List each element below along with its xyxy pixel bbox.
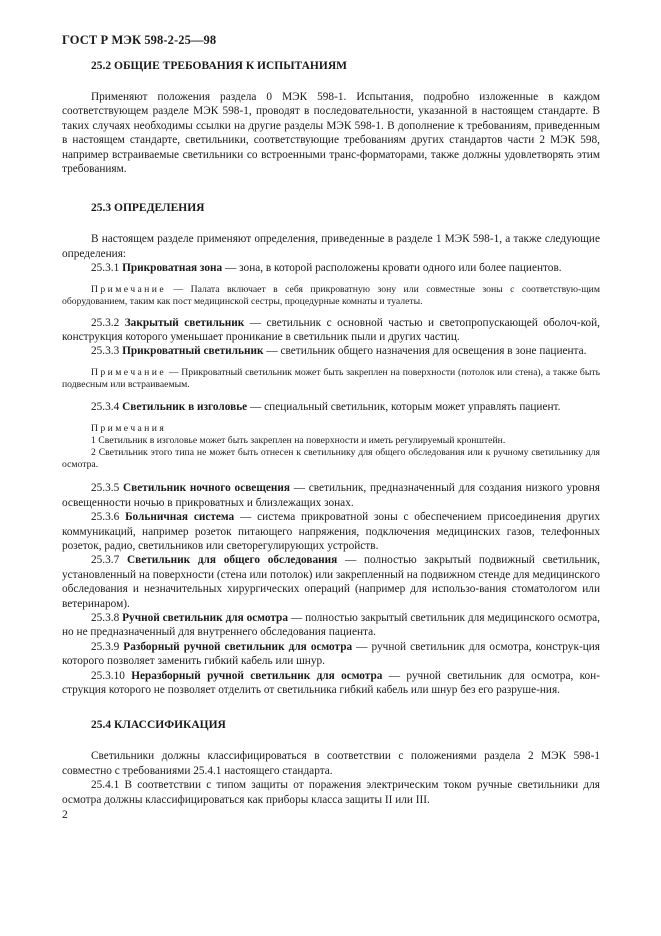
paragraph: В настоящем разделе применяют определения, приведенные в разделе 1 МЭК 598-1, а также следующие определения: xyxy=(62,233,600,260)
def-num: 25.3.10 xyxy=(91,669,125,682)
note-label: Примечания xyxy=(91,423,167,435)
def-text: — система прикроватной зоны с обеспечением присоединения других коммуникаций, например розеток питающего напряжения, подключения медицинских газов, телефонных розеток, радио, светильников или светорегулирующих устройств. xyxy=(62,511,600,552)
definition-25-3-5 xyxy=(62,481,600,510)
paragraph: 25.4.1 В соответствии с типом защиты от поражения электрическим током ручные светильники для осмотра должны классифицироваться как приборы класса защиты II или III. xyxy=(62,779,600,806)
def-text: — зона, в которой расположены кровати одного или более пациентов. xyxy=(222,262,562,275)
paragraph: Применяют положения раздела 0 МЭК 598-1. Испытания, подробно изложенные в каждом соответствующем разделе МЭК 598-1, проводят в последовательности, указанной в настоящем стандарте. В таких случаях необходимы ссылки на другие разделы МЭК 598-1. В дополнение к требованиям, приведенным в настоящем стандарте, светильники, соответствующие требованиям других стандартов части 2 МЭК 598, например встраиваемые светильники со встроенными транс-форматорами, также должны удовлетворять этим требованиям. xyxy=(62,91,600,176)
note-text: — Палата включает в себя прикроватную зону или совместные зоны с соответствую-щим оборудованием, таким как пост медицинской сестры, процедурные комнаты и туалеты. xyxy=(62,283,600,307)
definition-25-3-10 xyxy=(62,669,600,698)
def-term: Светильник в изголовье xyxy=(122,400,248,413)
section-heading-25-2: 25.2 ОБЩИЕ ТРЕБОВАНИЯ К ИСПЫТАНИЯМ xyxy=(91,60,347,72)
page-number: 2 xyxy=(62,809,68,821)
paragraph: Светильники должны классифицироваться в соответствии с положениями раздела 2 МЭК 598-1 совместно с требованиями 25.4.1 настоящего стандарта. xyxy=(62,750,600,777)
def-text: — светильник общего назначения для освещения в зоне пациента. xyxy=(263,345,587,358)
def-term: Светильник для общего обследования xyxy=(126,554,338,567)
def-text: — полностью закрытый светильник для медицинского осмотра, но не предназначенный для внутреннего обследования пациента. xyxy=(62,611,600,639)
section-heading-25-3: 25.3 ОПРЕДЕЛЕНИЯ xyxy=(91,202,205,215)
note-item: 1 Светильник в изголовье может быть закреплен на поверхности и иметь регулируемый кронштейн. xyxy=(91,435,506,447)
def-term: Разборный ручной светильник для осмотра xyxy=(123,640,353,653)
def-text: — ручной светильник для осмотра, конструк-ция которого позволяет заменить гибкий кабель или шнур. xyxy=(62,640,600,668)
definition-25-3-3 xyxy=(62,344,600,358)
def-num: 25.3.6 xyxy=(91,511,120,524)
def-num: 25.3.2 xyxy=(91,316,120,329)
note-item: 2 Светильник этого типа не может быть отнесен к светильнику для общего обследования или к ручному светильнику для осмотра. xyxy=(62,447,600,471)
definition-25-3-2 xyxy=(62,316,600,345)
def-term: Светильник ночного освещения xyxy=(123,482,290,495)
def-num: 25.3.7 xyxy=(91,554,120,567)
definition-25-3-1 xyxy=(62,261,600,275)
note-text: — Прикроватный светильник может быть закреплен на поверхности (потолок или стена), а также быть подвесным или встраиваемым. xyxy=(62,366,600,390)
def-num: 25.3.4 xyxy=(91,400,120,413)
definition-25-3-7 xyxy=(62,553,600,611)
def-text: — светильник, предназначенный для создания низкого уровня освещенности ночью в прикроватных и близлежащих зонах. xyxy=(62,482,600,509)
document-header: ГОСТ Р МЭК 598-2-25—98 xyxy=(62,33,217,47)
note xyxy=(62,284,600,308)
def-num: 25.3.9 xyxy=(91,640,120,653)
def-num: 25.3.5 xyxy=(91,482,120,495)
def-term: Ручной светильник для осмотра xyxy=(122,611,288,624)
definition-25-3-9 xyxy=(62,640,600,669)
def-term: Прикроватный светильник xyxy=(122,345,264,358)
section-heading-25-4: 25.4 КЛАССИФИКАЦИЯ xyxy=(91,719,226,732)
def-num: 25.3.3 xyxy=(91,345,120,358)
note xyxy=(62,367,600,391)
page-content xyxy=(62,58,600,807)
def-term: Неразборный ручной светильник для осмотра xyxy=(131,669,383,682)
def-num: 25.3.1 xyxy=(91,262,120,275)
definition-25-3-8 xyxy=(62,611,600,640)
def-num: 25.3.8 xyxy=(91,611,120,624)
def-text: — светильник с основной частью и светопропускающей оболоч-кой, конструкция которого уменьшает проникание в светильник пыли и других частиц. xyxy=(62,316,601,344)
def-term: Прикроватная зона xyxy=(122,262,223,275)
definition-25-3-4 xyxy=(62,400,600,414)
def-text: — ручной светильник для осмотра, кон-струкция которого не позволяет отделить от светильника гибкий кабель или шнур без его разруше-ния. xyxy=(62,669,600,696)
notes-label xyxy=(62,423,600,435)
definition-25-3-6 xyxy=(62,510,600,553)
note-label: Примечание xyxy=(91,283,167,295)
def-text: — полностью закрытый подвижный светильник, установленный на поверхности (стена или потолок) или закрепленный на подвижном стенде для медицинского обследования и незначительных хирургических операций (например для использо-вания стоматологом или ветеринаром). xyxy=(62,554,600,610)
def-text: — специальный светильник, которым может управлять пациент. xyxy=(247,400,561,413)
def-term: Больничная система xyxy=(125,511,235,524)
note-label: Примечание xyxy=(91,366,167,378)
def-term: Закрытый светильник xyxy=(124,316,245,329)
